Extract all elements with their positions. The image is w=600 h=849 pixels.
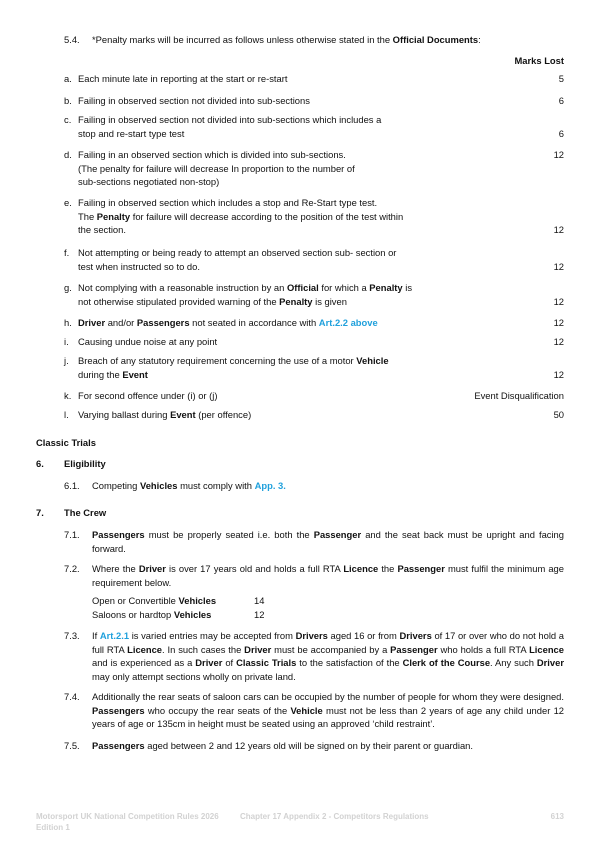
section-6-title: Eligibility xyxy=(64,458,106,469)
clause-7-2-text: Where the Driver is over 17 years old and holds a full RTA Licence the Passenger must fulfil the minimum age requirement below. xyxy=(92,563,564,588)
penalty-marks: 12 xyxy=(553,149,564,160)
clause-number-5-4: 5.4. xyxy=(64,34,80,45)
penalty-marks: 6 xyxy=(558,95,564,106)
app-3-link[interactable]: App. 3. xyxy=(254,480,286,491)
classic-trials-heading: Classic Trials xyxy=(36,437,96,448)
penalty-marks: 12 xyxy=(553,336,564,347)
section-7-number: 7. xyxy=(36,507,44,518)
penalty-description: Failing in observed section not divided into sub-sections xyxy=(78,95,310,106)
penalty-letter: l. xyxy=(64,409,69,420)
penalty-letter: d. xyxy=(64,149,72,160)
clause-number-7-2: 7.2. xyxy=(64,563,80,574)
min-age-row xyxy=(92,594,265,608)
penalty-description: Breach of any statutory requirement concerning the use of a motor Vehicle during the Event xyxy=(78,355,389,380)
min-age-label: Saloons or hardtop Vehicles xyxy=(92,609,212,620)
penalty-letter: f. xyxy=(64,247,70,258)
penalty-marks: Event Disqualification xyxy=(474,390,564,401)
clause-number-7-4: 7.4. xyxy=(64,691,80,702)
penalty-description: Each minute late in reporting at the start or re-start xyxy=(78,73,288,84)
clause-number-7-1: 7.1. xyxy=(64,529,80,540)
clause-6-1-text: Competing Vehicles must comply with App. 3. xyxy=(92,480,286,491)
penalty-marks: 5 xyxy=(558,73,564,84)
footer-publication: Motorsport UK National Competition Rules 2026 Edition 1 xyxy=(36,812,219,832)
clause-7-3-text: If Art.2.1 is varied entries may be accepted from Drivers aged 16 or from Drivers of 17 or over who do not hold a full RTA Licence. In such cases the Driver must be accompanied by a Passenger who holds a full RTA Licence and is experienced as a Driver of Classic Trials to the satisfaction of the Clerk of the Course. Any such Driver may only attempt sections wholly on private land. xyxy=(92,630,564,682)
clause-number-7-3: 7.3. xyxy=(64,630,80,641)
penalty-marks: 6 xyxy=(558,127,564,139)
penalty-description: For second offence under (i) or (j) xyxy=(78,390,218,401)
min-age-value: 14 xyxy=(254,595,265,606)
penalty-marks: 50 xyxy=(553,409,564,420)
marks-lost-header: Marks Lost xyxy=(514,55,564,66)
min-age-label: Open or Convertible Vehicles xyxy=(92,595,217,606)
penalty-letter: b. xyxy=(64,95,72,106)
penalty-marks: 12 xyxy=(553,317,564,328)
penalty-description: Failing in an observed section which is divided into sub-sections. (The penalty for failure will decrease In proportion to the number of sub-sections negotiated non-stop) xyxy=(78,149,355,188)
penalty-letter: c. xyxy=(64,114,72,125)
penalty-description: Failing in observed section not divided into sub-sections which includes a stop and re-start type test xyxy=(78,114,382,139)
footer-chapter: Chapter 17 Appendix 2 - Competitors Regulations xyxy=(240,812,429,821)
min-age-table xyxy=(92,594,265,622)
clause-7-5-text: Passengers aged between 2 and 12 years old will be signed on by their parent or guardian. xyxy=(92,740,473,751)
clause-5-4-text: *Penalty marks will be incurred as follows unless otherwise stated in the Official Documents: xyxy=(92,34,481,45)
clause-number-7-5: 7.5. xyxy=(64,740,80,751)
penalty-letter: h. xyxy=(64,317,72,328)
penalty-letter: g. xyxy=(64,282,72,293)
penalty-letter: j. xyxy=(64,355,69,366)
section-7-title: The Crew xyxy=(64,507,107,518)
penalty-marks: 12 xyxy=(553,368,564,380)
min-age-value: 12 xyxy=(254,609,265,620)
penalty-description: Not attempting or being ready to attempt an observed section sub- section or test when instructed so to do. xyxy=(78,247,397,272)
clause-7-4-text: Additionally the rear seats of saloon cars can be occupied by the number of people for whom they were designed. Passengers who occupy the rear seats of the Vehicle must not be less than 2 years of age any child under 12 years of age or 135cm in height must be seated using an approved ‘child restraint’. xyxy=(92,691,564,730)
penalty-description: Varying ballast during Event (per offence) xyxy=(78,409,252,420)
reference-link[interactable]: Art.2.1 xyxy=(99,630,130,641)
clause-number-6-1: 6.1. xyxy=(64,480,80,491)
reference-link[interactable]: Art.2.2 above xyxy=(318,317,378,328)
penalty-letter: a. xyxy=(64,73,72,84)
penalty-description: Failing in observed section which includes a stop and Re-Start type test. The Penalty for failure will decrease according to the position of the test within the section. xyxy=(78,197,404,236)
penalty-description: Not complying with a reasonable instruction by an Official for which a Penalty is not otherwise stipulated provided warning of the Penalty is given xyxy=(78,282,413,307)
penalty-marks: 12 xyxy=(553,295,564,307)
penalty-marks: 12 xyxy=(553,224,564,236)
penalty-marks: 12 xyxy=(553,260,564,272)
penalty-description: Causing undue noise at any point xyxy=(78,336,218,347)
footer-page-number: 613 xyxy=(550,812,564,821)
section-6-number: 6. xyxy=(36,458,44,469)
penalty-letter: e. xyxy=(64,197,72,208)
clause-7-1-text: Passengers must be properly seated i.e. both the Passenger and the seat back must be upright and facing forward. xyxy=(92,529,564,554)
penalty-letter: k. xyxy=(64,390,72,401)
min-age-row xyxy=(92,608,265,622)
penalty-letter: i. xyxy=(64,336,69,347)
penalty-description: Driver and/or Passengers not seated in accordance with Art.2.2 above xyxy=(78,317,378,328)
